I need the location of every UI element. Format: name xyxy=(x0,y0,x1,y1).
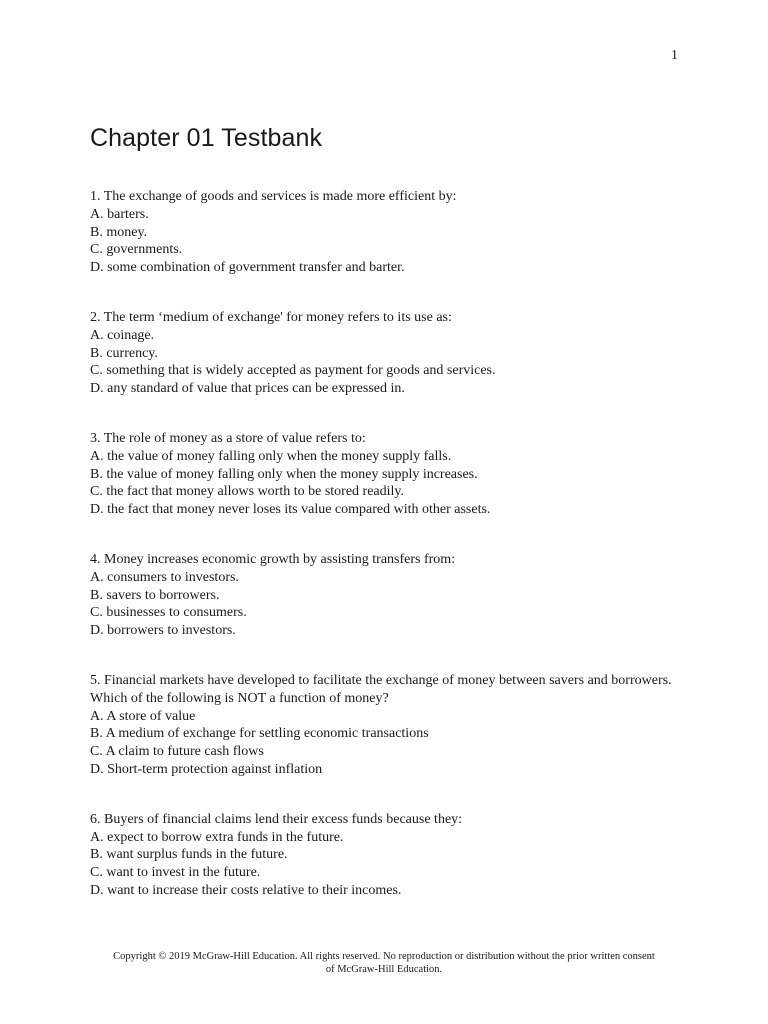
answer-option-a: A. coinage. xyxy=(90,327,155,343)
question-5 xyxy=(90,672,690,779)
question-list xyxy=(90,188,690,932)
question-2 xyxy=(90,309,690,398)
answer-option-a: A. expect to borrow extra funds in the future. xyxy=(90,829,344,845)
answer-option-a: A. the value of money falling only when the money supply falls. xyxy=(90,448,452,464)
answer-option-d: D. any standard of value that prices can be expressed in. xyxy=(90,381,405,397)
question-6 xyxy=(90,811,690,900)
copyright-footer xyxy=(84,950,684,976)
question-4 xyxy=(90,551,690,640)
copyright-line-1: Copyright © 2019 McGraw-Hill Education. All rights reserved. No reproduction or distribution without the prior written consent xyxy=(113,951,655,962)
answer-option-b: B. currency. xyxy=(90,345,158,361)
question-stem: 1. The exchange of goods and services is made more efficient by: xyxy=(90,189,457,204)
answer-option-a: A. A store of value xyxy=(90,708,196,724)
page-number: 1 xyxy=(671,48,678,63)
answer-option-b: B. the value of money falling only when the money supply increases. xyxy=(90,466,478,482)
answer-option-b: B. savers to borrowers. xyxy=(90,587,220,603)
question-stem: 2. The term ‘medium of exchange' for money refers to its use as: xyxy=(90,309,452,325)
chapter-title: Chapter 01 Testbank xyxy=(90,124,323,152)
question-stem: 4. Money increases economic growth by assisting transfers from: xyxy=(90,551,456,567)
copyright-line-2: of McGraw-Hill Education. xyxy=(325,964,443,975)
answer-option-c: C. something that is widely accepted as payment for goods and services. xyxy=(90,363,496,379)
answer-option-c: C. governments. xyxy=(90,242,183,258)
answer-option-b: B. money. xyxy=(90,224,148,240)
question-stem: 6. Buyers of financial claims lend their excess funds because they: xyxy=(90,811,463,827)
question-3 xyxy=(90,430,690,519)
answer-option-c: C. businesses to consumers. xyxy=(90,605,247,621)
answer-option-b: B. want surplus funds in the future. xyxy=(90,847,288,863)
answer-option-d: D. borrowers to investors. xyxy=(90,623,236,639)
answer-option-b: B. A medium of exchange for settling economic transactions xyxy=(90,726,429,742)
question-stem: 3. The role of money as a store of value refers to: xyxy=(90,430,366,446)
answer-option-a: A. consumers to investors. xyxy=(90,569,239,585)
answer-option-d: D. want to increase their costs relative to their incomes. xyxy=(90,882,402,898)
answer-option-c: C. A claim to future cash flows xyxy=(90,744,264,760)
answer-option-c: C. want to invest in the future. xyxy=(90,865,261,881)
answer-option-d: D. some combination of government transfer and barter. xyxy=(90,260,405,276)
answer-option-d: D. Short-term protection against inflation xyxy=(90,761,323,777)
answer-option-d: D. the fact that money never loses its value compared with other assets. xyxy=(90,502,491,518)
answer-option-a: A. barters. xyxy=(90,206,149,222)
answer-option-c: C. the fact that money allows worth to be stored readily. xyxy=(90,484,405,500)
question-1 xyxy=(90,188,690,277)
question-stem: 5. Financial markets have developed to facilitate the exchange of money between savers and borrowers. Which of the following is NOT a function of money? xyxy=(90,672,675,706)
